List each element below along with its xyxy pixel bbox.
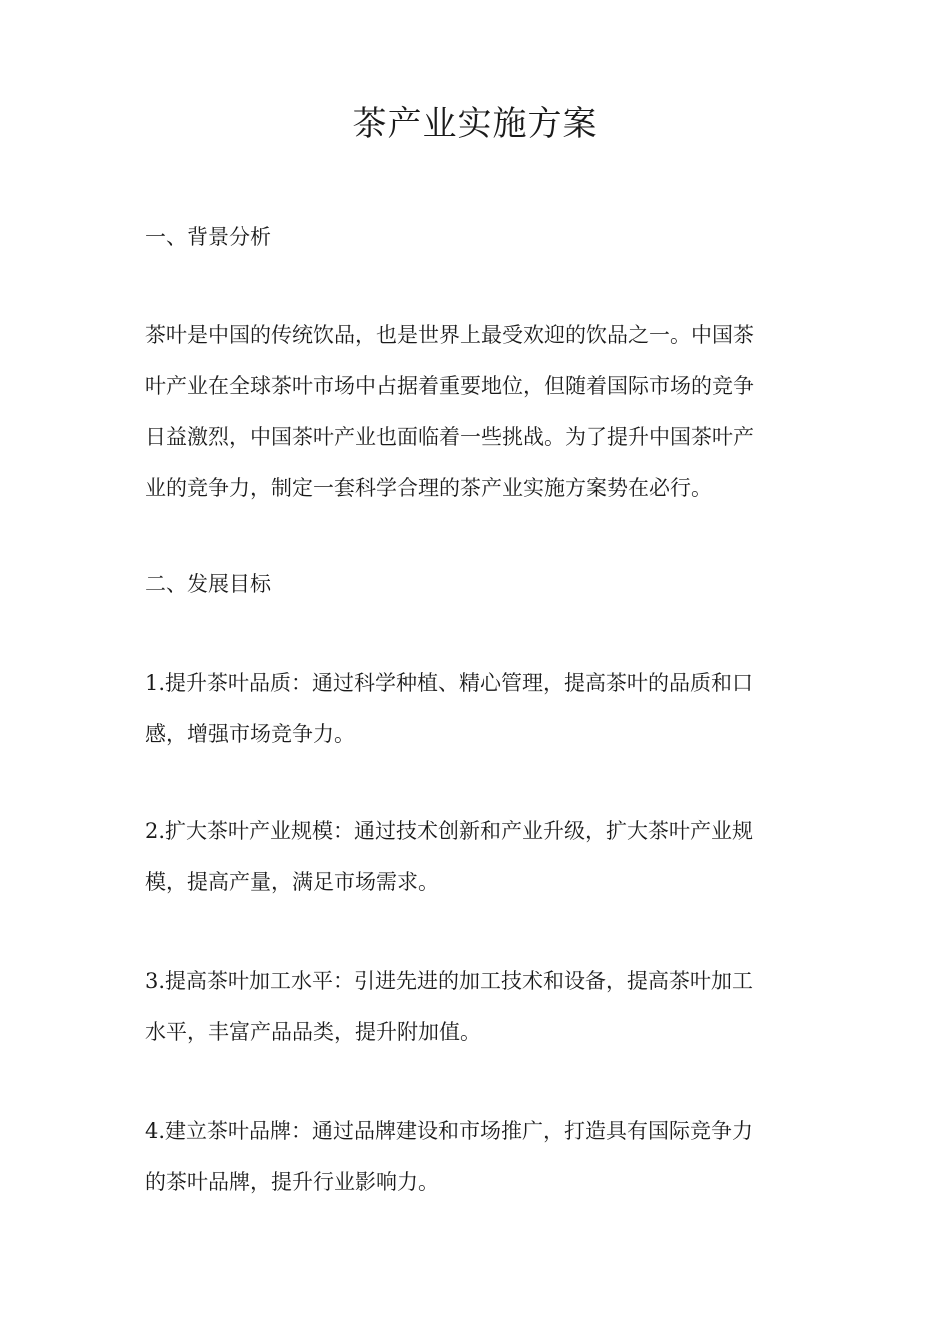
paragraph-line: 日益激烈，中国茶叶产业也面临着一些挑战。为了提升中国茶叶产 — [145, 425, 754, 449]
paragraph-line: 的茶叶品牌，提升行业影响力。 — [145, 1170, 439, 1194]
section-heading-goals: 二、发展目标 — [145, 572, 271, 596]
paragraph-line: 感，增强市场竞争力。 — [145, 722, 355, 746]
goal-item-4 — [145, 1106, 805, 1208]
paragraph-line: 2.扩大茶叶产业规模：通过技术创新和产业升级，扩大茶叶产业规 — [145, 819, 754, 843]
section-heading-background: 一、背景分析 — [145, 225, 271, 249]
goal-item-2 — [145, 806, 805, 908]
paragraph-line: 水平，丰富产品品类，提升附加值。 — [145, 1020, 481, 1044]
goal-item-1 — [145, 658, 805, 760]
goal-item-3 — [145, 956, 805, 1058]
paragraph-line: 叶产业在全球茶叶市场中占据着重要地位，但随着国际市场的竞争 — [145, 374, 754, 398]
paragraph-line: 3.提高茶叶加工水平：引进先进的加工技术和设备，提高茶叶加工 — [145, 969, 754, 993]
paragraph-line: 1.提升茶叶品质：通过科学种植、精心管理，提高茶叶的品质和口 — [145, 671, 754, 695]
paragraph-line: 茶叶是中国的传统饮品，也是世界上最受欢迎的饮品之一。中国茶 — [145, 323, 754, 347]
paragraph-line: 4.建立茶叶品牌：通过品牌建设和市场推广，打造具有国际竞争力 — [145, 1119, 754, 1143]
paragraph-line: 业的竞争力，制定一套科学合理的茶产业实施方案势在必行。 — [145, 476, 712, 500]
background-paragraph — [145, 310, 805, 514]
paragraph-line: 模，提高产量，满足市场需求。 — [145, 870, 439, 894]
document-title: 茶产业实施方案 — [352, 104, 598, 144]
